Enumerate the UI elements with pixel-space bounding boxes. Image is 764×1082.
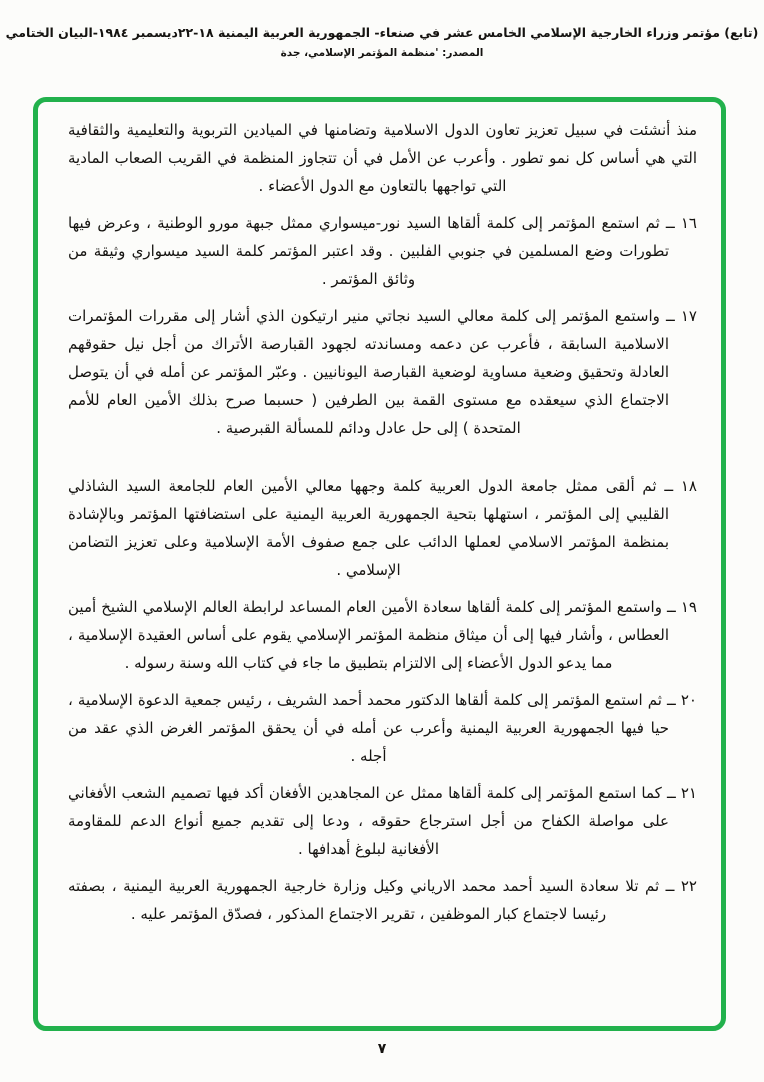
- paragraph-number: ١٨ ــ: [664, 477, 697, 495]
- paragraph-text: واستمع المؤتمر إلى كلمة معالي السيد نجاتي منير ارتيكون الذي أشار إلى مقررات المؤتمرات الاسلامية السابقة ، فأعرب عن دعمه ومساندته لجهود القبارصة الأتراك من أجل نيل حقوقهم العادلة وتحقيق وضعية مساوية لوضعية القبارصة اليونانيين . وعبّر المؤتمر عن أمله في أن يتوصل الاجتماع الذي سيعقده مع مستوى القمة بين الطرفين ( حسبما صرح بذلك الأمين العام للأمم المتحدة ) إلى حل عادل ودائم للمسألة القبرصية .: [68, 307, 669, 437]
- document-source: المصدر: 'منظمة المؤتمر الإسلامي، جدة: [280, 47, 484, 59]
- body-paragraph-17: [68, 302, 697, 442]
- page-number: ٧: [377, 1041, 387, 1057]
- body-paragraph-22: [68, 872, 697, 928]
- paragraph-number: ١٩ ــ: [667, 598, 697, 616]
- paragraph-text: ثم استمع المؤتمر إلى كلمة ألقاها السيد نور-ميسواري ممثل جبهة مورو الوطنية ، وعرض فيها تطورات وضع المسلمين في جنوبي الفلبين . وقد اعتبر المؤتمر كلمة السيد ميسواري وثيقة من وثائق المؤتمر .: [68, 214, 669, 288]
- body-paragraph-20: [68, 686, 697, 770]
- paragraph-number: ١٧ ــ: [665, 307, 697, 325]
- body-paragraph-18: [68, 472, 697, 584]
- body-paragraph-intro: [68, 116, 697, 200]
- paragraph-text: منذ أنشئت في سبيل تعزيز تعاون الدول الاسلامية وتضامنها في الميادين التربوية والتعليمية والثقافية التي هي أساس كل نمو تطور . وأعرب عن الأمل في أن تتجاوز المنظمة في القريب الصعاب المادية التي تواجهها بالتعاون مع الدول الأعضاء .: [68, 121, 697, 195]
- paragraph-text: ثم ألقى ممثل جامعة الدول العربية كلمة وجهها معالي الأمين العام للجامعة السيد الشاذلي القليبي إلى المؤتمر ، استهلها بتحية الجمهورية العربية اليمنية على استضافتها المؤتمر وبالإشادة بمنظمة المؤتمر الاسلامي لعملها الدائب على جمع صفوف الأمة الإسلامية وعلى تعزيز التضامن الإسلامي .: [68, 477, 669, 579]
- paragraph-text: ثم استمع المؤتمر إلى كلمة ألقاها الدكتور محمد أحمد الشريف ، رئيس جمعية الدعوة الإسلامية ، حيا فيها الجمهورية العربية اليمنية وأعرب عن أمله في أن يحقق المؤتمر الغرض الذي عقد من أجله .: [68, 691, 669, 765]
- green-annotation-frame: [33, 97, 726, 1031]
- paragraph-number: ١٦ ــ: [665, 214, 697, 232]
- paragraph-number: ٢٢ ــ: [665, 877, 697, 895]
- body-paragraph-21: [68, 779, 697, 863]
- paragraph-number: ٢١ ــ: [666, 784, 697, 802]
- paragraph-text: ثم تلا سعادة السيد أحمد محمد الارياني وكيل وزارة خارجية الجمهورية العربية اليمنية ، بصفته رئيسا لاجتماع كبار الموظفين ، تقرير الاجتماع المذكور ، فصدّق المؤتمر عليه .: [68, 877, 660, 923]
- paragraph-text: كما استمع المؤتمر إلى كلمة ألقاها ممثل عن المجاهدين الأفغان أكد فيها تصميم الشعب الأفغاني على مواصلة الكفاح من أجل استرجاع حقوقه ، ودعا إلى تقديم جميع أنواع الدعم للمقاومة الأفغانية لبلوغ أهدافها .: [68, 784, 669, 858]
- body-paragraph-16: [68, 209, 697, 293]
- document-header: [0, 0, 764, 59]
- body-paragraph-19: [68, 593, 697, 677]
- document-footer: [0, 1038, 764, 1057]
- document-title: (تابع) مؤتمر وزراء الخارجية الإسلامي الخامس عشر في صنعاء- الجمهورية العربية اليمنية ١٨-٢٢ديسمبر ١٩٨٤-البيان الختامي: [5, 25, 759, 40]
- paragraph-number: ٢٠ ــ: [667, 691, 697, 709]
- paragraph-text: واستمع المؤتمر إلى كلمة ألقاها سعادة الأمين العام المساعد لرابطة العالم الإسلامي الشيخ أمين العطاس ، وأشار فيها إلى أن ميثاق منظمة المؤتمر الإسلامي يقوم على أساس العقيدة الإسلامية ، مما يدعو الدول الأعضاء إلى الالتزام بتطبيق ما جاء في كتاب الله وسنة رسوله .: [68, 598, 669, 672]
